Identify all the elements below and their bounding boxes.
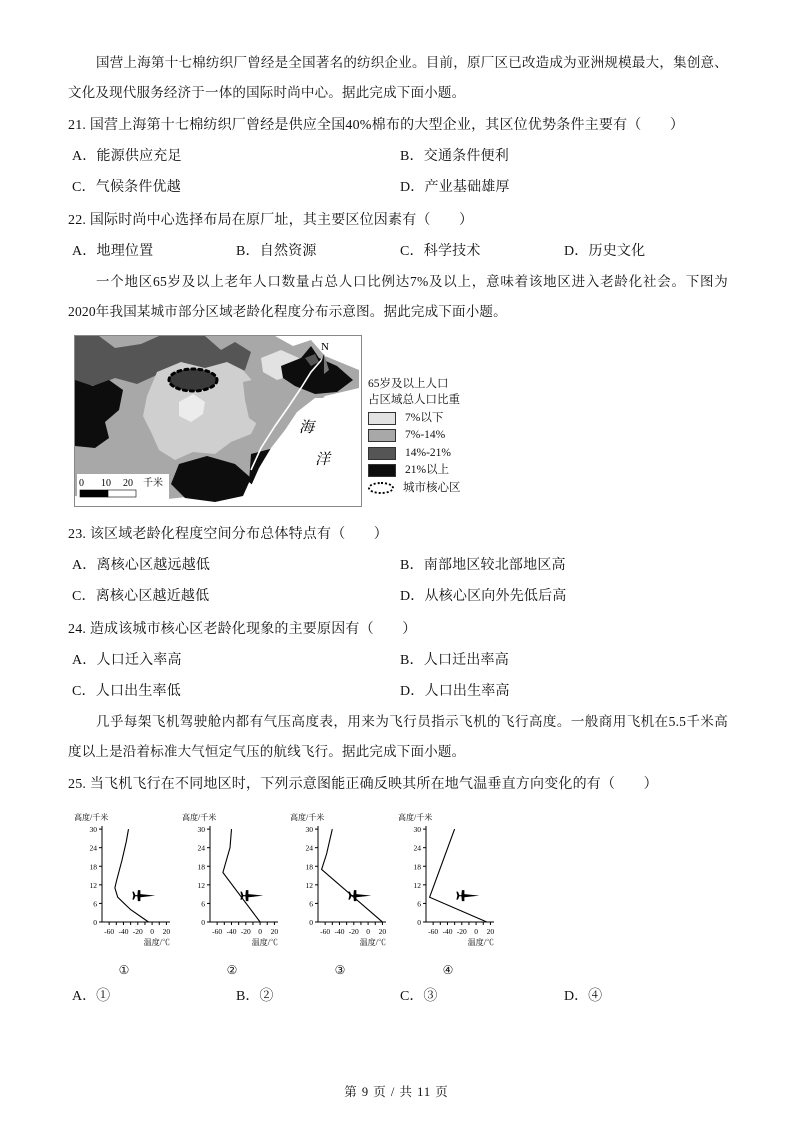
option-23-b[interactable]: B．南部地区较北部地区高	[400, 558, 566, 573]
legend-entry-2	[368, 446, 578, 461]
question-23-options-row-1	[68, 550, 728, 581]
question-23	[68, 519, 728, 550]
airplane-icon	[456, 890, 479, 901]
chart-cell-1	[72, 810, 176, 978]
svg-text:温度/℃: 温度/℃	[467, 938, 494, 947]
svg-text:24: 24	[197, 843, 205, 853]
temperature-chart-2	[180, 810, 284, 960]
question-25-number: 25.	[68, 777, 87, 792]
svg-text:0: 0	[309, 918, 313, 927]
question-24-stem: 造成该城市核心区老龄化现象的主要原因有（ ）	[89, 622, 417, 637]
svg-text:-20: -20	[348, 927, 359, 936]
question-22-options-row	[68, 236, 728, 267]
temperature-chart-4	[396, 810, 500, 960]
question-24-options-row-2	[68, 676, 728, 707]
svg-text:0: 0	[79, 478, 84, 489]
svg-text:-40: -40	[442, 927, 453, 936]
svg-text:20: 20	[378, 927, 387, 936]
svg-text:24: 24	[89, 843, 97, 853]
option-23-a[interactable]: A．离核心区越远越低	[72, 558, 211, 573]
svg-text:高度/千米: 高度/千米	[74, 813, 109, 822]
airplane-icon	[132, 890, 155, 901]
legend-swatch-over21-icon	[368, 464, 396, 477]
page-content	[68, 48, 728, 1012]
question-22	[68, 205, 728, 236]
option-24-d[interactable]: D．人口出生率高	[400, 684, 510, 699]
svg-text:千米: 千米	[143, 478, 163, 489]
svg-text:-60: -60	[320, 927, 331, 936]
svg-text:20: 20	[162, 927, 171, 936]
passage-2: 一个地区65岁及以上老年人口数量占总人口比例达7%及以上，意味着该地区进入老龄化社会。下图为2020年我国某城市部分区域老龄化程度分布示意图。据此完成下面小题。	[68, 274, 728, 319]
legend-entry-0	[368, 411, 578, 426]
svg-text:高度/千米: 高度/千米	[290, 813, 325, 822]
svg-text:20: 20	[123, 478, 133, 489]
legend-core-zone-icon	[368, 482, 394, 494]
map-frame	[74, 335, 362, 507]
option-23-d[interactable]: D．从核心区向外先低后高	[400, 589, 567, 604]
legend-title-line-2: 占区域总人口比重	[368, 393, 460, 406]
option-24-a[interactable]: A．人口迁入率高	[72, 653, 182, 668]
question-21-options-row-2	[68, 172, 728, 203]
svg-text:30: 30	[89, 825, 97, 835]
question-23-options-row-2	[68, 581, 728, 612]
legend-swatch-under7-icon	[368, 412, 396, 425]
option-25-a[interactable]: A．①	[72, 989, 111, 1004]
svg-text:-20: -20	[456, 927, 467, 936]
legend-title-line-1: 65岁及以上人口	[368, 378, 449, 390]
svg-text:0: 0	[258, 927, 262, 936]
legend-swatch-7to14-icon	[368, 429, 396, 442]
svg-text:-40: -40	[226, 927, 237, 936]
svg-text:0: 0	[150, 927, 154, 936]
svg-text:温度/℃: 温度/℃	[143, 938, 170, 947]
option-22-a[interactable]: A．地理位置	[72, 244, 154, 259]
svg-text:20: 20	[270, 927, 279, 936]
chart-cell-2	[180, 810, 284, 978]
option-24-c[interactable]: C．人口出生率低	[72, 684, 181, 699]
svg-text:0: 0	[366, 927, 370, 936]
svg-text:18: 18	[197, 862, 205, 872]
svg-text:-40: -40	[118, 927, 129, 936]
legend-entry-1	[368, 428, 578, 443]
temperature-chart-3	[288, 810, 392, 960]
svg-text:6: 6	[417, 899, 421, 909]
svg-text:30: 30	[197, 825, 205, 835]
svg-text:30: 30	[305, 825, 313, 835]
svg-text:温度/℃: 温度/℃	[251, 938, 278, 947]
question-21	[68, 110, 728, 141]
svg-text:6: 6	[201, 899, 205, 909]
svg-text:12: 12	[89, 880, 97, 890]
svg-text:高度/千米: 高度/千米	[398, 813, 433, 822]
page-footer: 第 9 页 / 共 11 页	[344, 1085, 449, 1099]
question-25-options-row	[68, 982, 728, 1012]
option-21-b[interactable]: B．交通条件便利	[400, 149, 509, 164]
option-25-b[interactable]: B．②	[236, 989, 274, 1004]
option-24-b[interactable]: B．人口迁出率高	[400, 653, 509, 668]
legend-label-0: 7%以下	[405, 411, 444, 424]
question-24-options-row-1	[68, 645, 728, 676]
svg-text:-20: -20	[132, 927, 143, 936]
passage-3: 几乎每架飞机驾驶舱内都有气压高度表，用来为飞行员指示飞机的飞行高度。一般商用飞机在5.5千米高度以上是沿着标准大气恒定气压的航线飞行。据此完成下面小题。	[68, 714, 728, 759]
legend-swatch-14to21-icon	[368, 447, 396, 460]
svg-text:0: 0	[474, 927, 478, 936]
question-21-options-row-1	[68, 141, 728, 172]
legend-entry-core	[368, 481, 578, 496]
aging-map-figure	[68, 335, 728, 517]
svg-text:-60: -60	[428, 927, 439, 936]
svg-text:高度/千米: 高度/千米	[182, 813, 217, 822]
svg-text:12: 12	[305, 880, 313, 890]
map-legend	[368, 377, 578, 496]
option-22-c[interactable]: C．科学技术	[400, 244, 481, 259]
svg-text:0: 0	[93, 918, 97, 927]
svg-text:24: 24	[413, 843, 421, 853]
legend-entry-3	[368, 463, 578, 478]
chart-label-3: ③	[334, 963, 346, 977]
svg-text:N: N	[321, 341, 329, 353]
question-25	[68, 769, 728, 800]
legend-label-2: 14%-21%	[405, 446, 451, 459]
chart-cell-4	[396, 810, 500, 978]
question-23-stem: 该区域老龄化程度空间分布总体特点有（ ）	[89, 527, 389, 542]
svg-text:0: 0	[201, 918, 205, 927]
svg-text:6: 6	[309, 899, 313, 909]
svg-text:30: 30	[413, 825, 421, 835]
question-24	[68, 614, 728, 645]
question-21-stem: 国营上海第十七棉纺织厂曾经是供应全国40%棉布的大型企业，其区位优势条件主要有（ ）	[89, 118, 685, 133]
svg-text:温度/℃: 温度/℃	[359, 938, 386, 947]
airplane-icon	[348, 890, 371, 901]
chart-label-4: ④	[442, 963, 454, 977]
option-23-c[interactable]: C．离核心区越近越低	[72, 589, 210, 604]
svg-text:18: 18	[413, 862, 421, 872]
svg-text:20: 20	[486, 927, 495, 936]
question-22-number: 22.	[68, 213, 87, 228]
svg-text:18: 18	[89, 862, 97, 872]
chart-label-2: ②	[226, 963, 238, 977]
svg-text:0: 0	[417, 918, 421, 927]
legend-label-1: 7%-14%	[405, 429, 446, 441]
svg-text:-60: -60	[212, 927, 223, 936]
svg-text:-20: -20	[240, 927, 251, 936]
passage-1: 国营上海第十七棉纺织厂曾经是全国著名的纺织企业。目前，原厂区已改造成为亚洲规模最大，集创意、文化及现代服务经济于一体的国际时尚中心。据此完成下面小题。	[68, 55, 728, 100]
option-21-a[interactable]: A．能源供应充足	[72, 149, 182, 164]
question-21-number: 21.	[68, 118, 87, 133]
temperature-chart-1	[72, 810, 176, 960]
temperature-profile-charts	[68, 810, 728, 978]
chart-label-1: ①	[118, 963, 130, 977]
svg-text:18: 18	[305, 862, 313, 872]
svg-text:-60: -60	[104, 927, 115, 936]
question-25-stem: 当飞机飞行在不同地区时，下列示意图能正确反映其所在地气温垂直方向变化的有（ ）	[89, 777, 658, 792]
svg-text:10: 10	[101, 478, 111, 489]
question-22-stem: 国际时尚中心选择布局在原厂址，其主要区位因素有（ ）	[89, 213, 474, 228]
question-24-number: 24.	[68, 622, 87, 637]
svg-text:6: 6	[93, 899, 97, 909]
option-21-d[interactable]: D．产业基础雄厚	[400, 180, 510, 195]
option-22-b[interactable]: B．自然资源	[236, 244, 317, 259]
option-21-c[interactable]: C．气候条件优越	[72, 180, 181, 195]
map-scale-bar	[77, 474, 169, 502]
legend-label-3: 21%以上	[405, 464, 450, 476]
svg-text:12: 12	[413, 880, 421, 890]
map-ocean-label-1: 海	[299, 420, 315, 436]
chart-cell-3	[288, 810, 392, 978]
question-23-number: 23.	[68, 527, 87, 542]
legend-label-core: 城市核心区	[403, 481, 461, 494]
map-ocean-label-2: 洋	[315, 452, 331, 468]
option-25-c[interactable]: C．③	[400, 989, 438, 1004]
svg-text:-40: -40	[334, 927, 345, 936]
option-22-d[interactable]: D．历史文化	[564, 244, 646, 259]
svg-text:24: 24	[305, 843, 313, 853]
aging-map-svg	[75, 336, 359, 504]
option-25-d[interactable]: D．④	[564, 989, 603, 1004]
svg-text:12: 12	[197, 880, 205, 890]
